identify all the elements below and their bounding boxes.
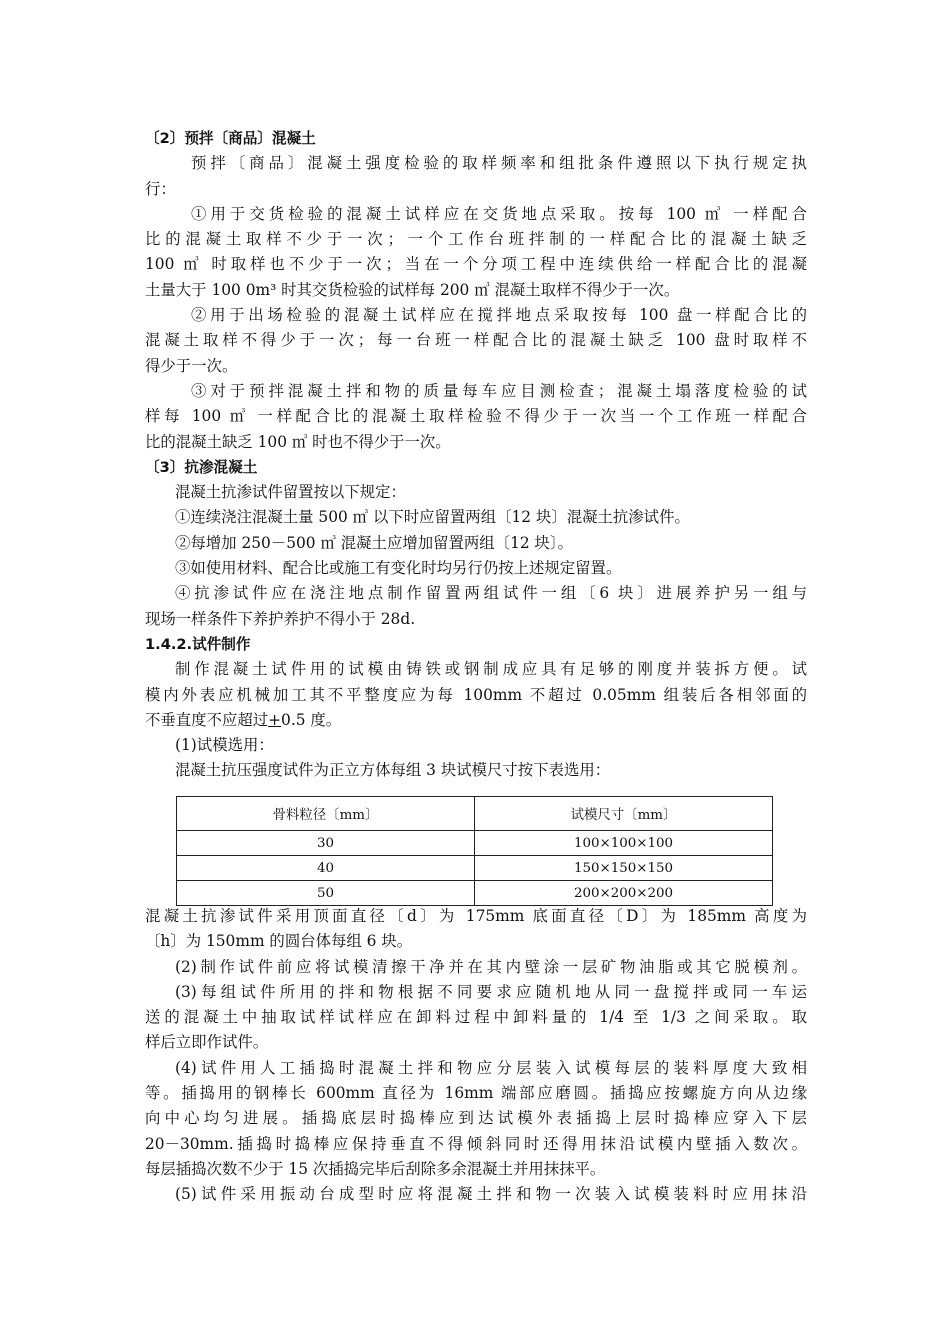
table-row xyxy=(177,856,773,881)
table-cell: 100×100×100 xyxy=(475,831,773,856)
table-cell: 40 xyxy=(177,856,475,881)
text-fragment: 不垂直度不应超过 xyxy=(145,710,269,729)
paragraph-line: 混凝土取样不得少于一次；每一台班一样配合比的混凝土缺乏 100 盘时取样不 xyxy=(145,331,807,350)
after-table-section xyxy=(145,904,807,1208)
table-row xyxy=(177,881,773,906)
paragraph-line: 预拌〔商品〕混凝土强度检验的取样频率和组批条件遵照以下执行规定执 xyxy=(191,154,807,173)
table-cell: 50 xyxy=(177,881,475,906)
table-cell: 30 xyxy=(177,831,475,856)
mold-size-table xyxy=(176,796,773,906)
table-header-cell: 骨料粒径〔mm〕 xyxy=(177,797,475,831)
paragraph-line: 100 ㎥ 时取样也不少于一次；当在一个分项工程中连续供给一样配合比的混凝 xyxy=(145,255,807,274)
paragraph-line: ③对于预拌混凝土拌和物的质量每车应目测检查；混凝土塌落度检验的试 xyxy=(191,381,807,400)
paragraph-line: 样后立即作试件。 xyxy=(145,1033,269,1052)
paragraph-line: 土量大于 100 0m³ 时其交货检验的试样每 200 ㎥ 混凝土取样不得少于一次。 xyxy=(145,280,680,299)
paragraph-line: (2)制作试件前应将试模清擦干净并在其内壁涂一层矿物油脂或其它脱模剂。 xyxy=(175,957,807,976)
paragraph-line: (5)试件采用振动台成型时应将混凝土拌和物一次装入试模装料时应用抹沿 xyxy=(175,1185,807,1204)
paragraph-line: 行： xyxy=(145,179,176,198)
paragraph-line: (3)每组试件所用的拌和物根据不同要求应随机地从同一盘搅拌或同一车运 xyxy=(175,982,807,1001)
paragraph-line: 送的混凝土中抽取试样试样应在卸料过程中卸料量的 1/4 至 1/3 之间采取。取 xyxy=(145,1008,807,1027)
paragraph-line: 样每 100 ㎥ 一样配合比的混凝土取样检验不得少于一次当一个工作班一样配合 xyxy=(145,407,807,426)
paragraph-line: 比的混凝土缺乏 100 ㎥ 时也不得少于一次。 xyxy=(145,432,451,451)
paragraph-line: 现场一样条件下养护养护不得小于 28d. xyxy=(145,609,416,628)
paragraph-line: 〔h〕为 150mm 的圆台体每组 6 块。 xyxy=(145,932,413,951)
paragraph-line: 等。插捣用的钢棒长 600mm 直径为 16mm 端部应磨圆。插捣应按螺旋方向从边缘 xyxy=(145,1084,807,1103)
paragraph-line: ②用于出场检验的混凝土试样应在搅拌地点采取按每 100 盘一样配合比的 xyxy=(191,306,807,325)
list-item: ①连续浇注混凝土量 500 ㎥ 以下时应留置两组〔12 块〕混凝土抗渗试件。 xyxy=(175,508,690,527)
document-page xyxy=(145,126,807,1204)
paragraph-line: 制作混凝土试件用的试模由铸铁或钢制成应具有足够的刚度并装拆方便。试 xyxy=(175,660,807,679)
text-fragment: 0.5 度。 xyxy=(281,710,342,729)
heading-premix-concrete: 〔2〕预拌〔商品〕混凝土 xyxy=(145,130,316,147)
heading-specimen-making: 1.4.2.试件制作 xyxy=(145,635,251,653)
heading-impermeable-concrete: 〔3〕抗渗混凝土 xyxy=(145,458,258,476)
paragraph-line: 模内外表应机械加工其不平整度应为每 100mm 不超过 0.05mm 组装后各相邻面的 xyxy=(145,685,807,704)
paragraph-line: 20－30mm.插捣时捣棒应保持垂直不得倾斜同时还得用抹沿试模内壁插入数次。 xyxy=(145,1134,807,1153)
paragraph-line: 混凝土抗压强度试件为正立方体每组 3 块试模尺寸按下表选用： xyxy=(175,761,611,780)
paragraph-line: 每层插捣次数不少于 15 次插捣完毕后刮除多余混凝土并用抹抹平。 xyxy=(145,1159,606,1178)
plus-minus-symbol: + xyxy=(268,710,282,729)
table-header-row xyxy=(177,797,773,831)
paragraph-line: 得少于一次。 xyxy=(145,356,238,375)
table-row xyxy=(177,831,773,856)
table-cell: 200×200×200 xyxy=(475,881,773,906)
table-header-cell: 试模尺寸〔mm〕 xyxy=(475,797,773,831)
subsection-label: (1)试模选用： xyxy=(175,736,274,755)
paragraph-line: (4)试件用人工插捣时混凝土拌和物应分层装入试模每层的装料厚度大致相 xyxy=(175,1058,807,1077)
list-item: ②每增加 250－500 ㎥ 混凝土应增加留置两组〔12 块〕。 xyxy=(175,533,574,552)
table-cell: 150×150×150 xyxy=(475,856,773,881)
paragraph-line: 比的混凝土取样不少于一次；一个工作台班拌制的一样配合比的混凝土缺乏 xyxy=(145,230,807,249)
paragraph-line: 混凝土抗渗试件采用顶面直径〔d〕为 175mm 底面直径〔D〕为 185mm 高度为 xyxy=(145,907,807,925)
paragraph-line xyxy=(145,708,807,733)
paragraph-line: 混凝土抗渗试件留置按以下规定： xyxy=(175,483,406,502)
list-item: ③如使用材料、配合比或施工有变化时均另行仍按上述规定留置。 xyxy=(175,559,622,578)
paragraph-line: 向中心均匀进展。插捣底层时捣棒应到达试模外表插捣上层时捣棒应穿入下层 xyxy=(145,1109,807,1128)
list-item: ④抗渗试件应在浇注地点制作留置两组试件一组〔6 块〕进展养护另一组与 xyxy=(175,584,807,603)
paragraph-line: ①用于交货检验的混凝土试样应在交货地点采取。按每 100 ㎥ 一样配合 xyxy=(191,204,807,223)
